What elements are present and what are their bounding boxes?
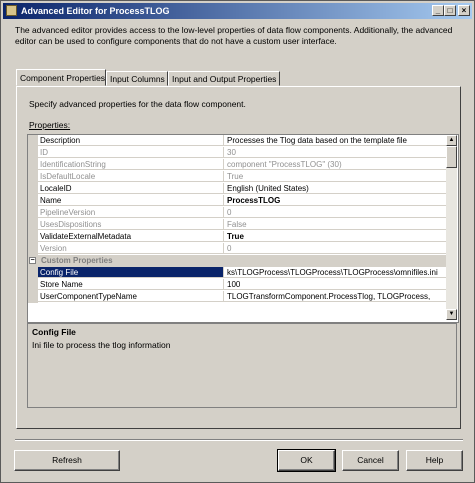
scroll-up-icon[interactable]: ▲	[446, 135, 457, 146]
properties-label: Properties:	[29, 120, 71, 130]
property-value[interactable]: TLOGTransformComponent.ProcessTlog, TLOGProcess,	[224, 291, 446, 302]
property-value: 0	[224, 207, 446, 218]
property-name: ValidateExternalMetadata	[38, 231, 224, 242]
property-name: UserComponentTypeName	[38, 291, 224, 302]
help-title: Config File	[32, 327, 76, 337]
editor-description: The advanced editor provides access to the low-level properties of data flow components. Additionally, the advanced editor can be used to configure components that do not have a custom user interface.	[15, 25, 453, 46]
property-row[interactable]	[28, 207, 446, 219]
property-row[interactable]	[28, 171, 446, 183]
property-value: True	[224, 171, 446, 182]
property-name: IsDefaultLocale	[38, 171, 224, 182]
property-row[interactable]	[28, 243, 446, 255]
minimize-button[interactable]: _	[432, 5, 444, 16]
property-value: 0	[224, 243, 446, 254]
property-value[interactable]: ks\TLOGProcess\TLOGProcess\TLOGProcess\omnifiles.ini	[224, 267, 446, 278]
property-row[interactable]	[28, 195, 446, 207]
property-value: component "ProcessTLOG" (30)	[224, 159, 446, 170]
property-name: IdentificationString	[38, 159, 224, 170]
property-name: LocaleID	[38, 183, 224, 194]
maximize-button[interactable]: □	[444, 5, 456, 16]
property-name: Store Name	[38, 279, 224, 290]
help-button[interactable]: Help	[406, 450, 463, 471]
property-grid[interactable]	[27, 134, 459, 323]
title-bar[interactable]	[3, 3, 472, 19]
property-help-box	[27, 323, 457, 408]
ok-button[interactable]: OK	[278, 450, 335, 471]
close-button[interactable]: ×	[458, 5, 470, 16]
property-row[interactable]	[28, 231, 446, 243]
property-row[interactable]	[28, 279, 446, 291]
property-value[interactable]: Processes the Tlog data based on the template file	[224, 135, 446, 146]
property-value[interactable]: ProcessTLOG	[224, 195, 446, 206]
property-value[interactable]: 100	[224, 279, 446, 290]
property-row[interactable]	[28, 135, 446, 147]
property-value[interactable]: English (United States)	[224, 183, 446, 194]
property-name: Description	[38, 135, 224, 146]
tab-input-output-properties[interactable]: Input and Output Properties	[168, 71, 280, 86]
property-row[interactable]	[28, 183, 446, 195]
scroll-down-icon[interactable]: ▼	[446, 309, 457, 320]
property-value: 30	[224, 147, 446, 158]
property-name: Name	[38, 195, 224, 206]
property-name: UsesDispositions	[38, 219, 224, 230]
panel-description: Specify advanced properties for the data flow component.	[29, 99, 246, 109]
refresh-button[interactable]: Refresh	[14, 450, 120, 471]
property-value[interactable]: True	[224, 231, 446, 242]
category-label: Custom Properties	[41, 256, 113, 265]
tab-component-properties[interactable]: Component Properties	[16, 69, 106, 86]
property-value: False	[224, 219, 446, 230]
property-name: Version	[38, 243, 224, 254]
property-row[interactable]	[28, 267, 446, 279]
property-name: Config File	[38, 267, 224, 278]
property-row[interactable]	[28, 159, 446, 171]
tab-input-columns[interactable]: Input Columns	[106, 71, 168, 86]
window-app-icon	[6, 5, 17, 16]
help-text: Ini file to process the tlog information	[32, 340, 171, 350]
dialog-separator	[15, 439, 463, 441]
collapse-toggle-icon[interactable]: −	[30, 257, 35, 264]
property-row[interactable]	[28, 291, 446, 303]
property-name: PipelineVersion	[38, 207, 224, 218]
category-custom-properties[interactable]	[28, 255, 446, 267]
cancel-button[interactable]: Cancel	[342, 450, 399, 471]
vertical-scrollbar[interactable]	[446, 135, 457, 320]
scroll-thumb[interactable]	[446, 146, 457, 168]
property-row[interactable]	[28, 147, 446, 159]
property-name: ID	[38, 147, 224, 158]
property-row[interactable]	[28, 219, 446, 231]
component-properties-panel	[16, 86, 461, 429]
window-title: Advanced Editor for ProcessTLOG	[21, 6, 170, 16]
